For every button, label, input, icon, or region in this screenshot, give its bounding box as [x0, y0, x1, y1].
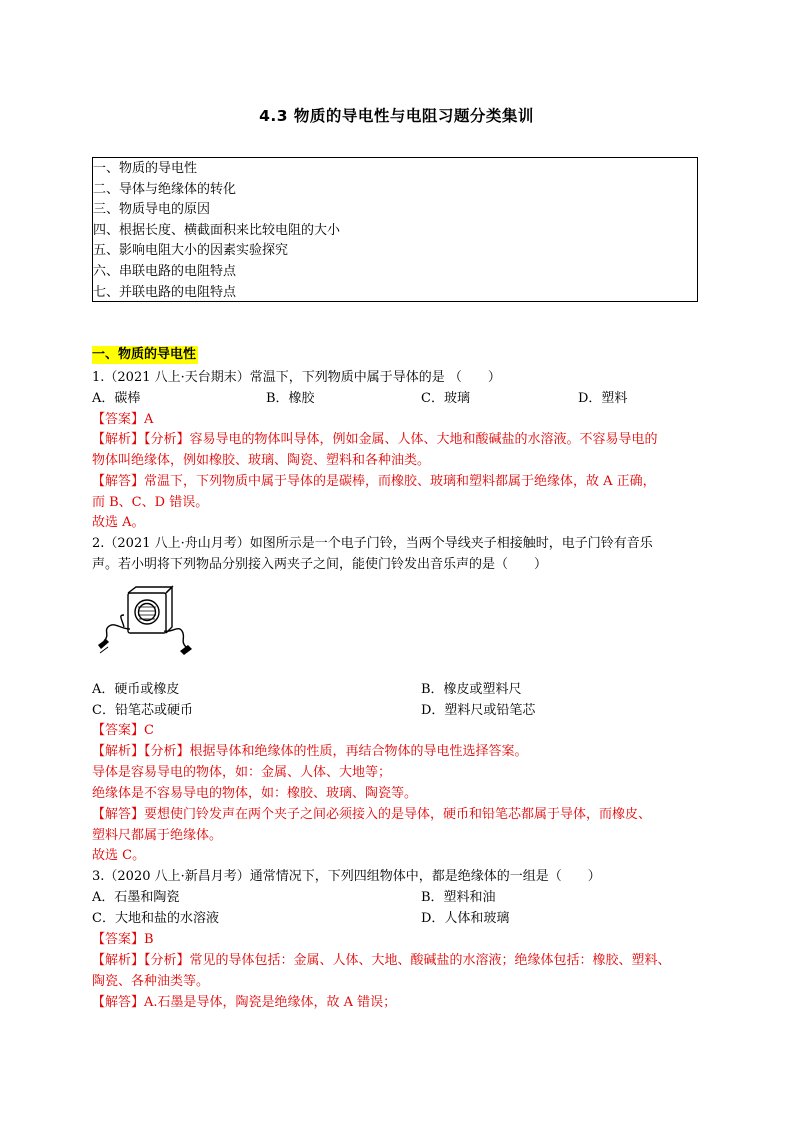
option-a: A．碳棒	[92, 391, 141, 406]
analysis: 【解析】【分析】常见的导体包括：金属、人体、大地、酸碱盐的水溶液；绝缘体包括：橡胶、塑料、	[92, 953, 671, 968]
analysis: 陶瓷、各种油类等。	[92, 974, 210, 989]
option-c: C．大地和盐的水溶液	[92, 911, 219, 926]
answer: 【答案】A	[92, 412, 154, 427]
question-1-options	[92, 388, 702, 409]
option-b: B．塑料和油	[421, 890, 496, 905]
question-2-stem: 声。若小明将下列物品分别接入两夹子之间，能使门铃发出音乐声的是（ ）	[92, 557, 548, 572]
section-heading: 一、物质的导电性	[92, 347, 197, 362]
option-c: C．铅笔芯或硬币	[92, 703, 193, 718]
choice: 故选 A。	[92, 515, 145, 530]
option-b: B．橡胶	[266, 391, 315, 406]
question-2-options-row-2	[92, 700, 702, 721]
solution: 【解答】常温下，下列物质中属于导体的是碳棒，而橡胶、玻璃和塑料都属于绝缘体，故 A 正确，	[92, 474, 656, 489]
option-d: D．塑料尺或铅笔芯	[421, 703, 536, 718]
analysis: 物体叫绝缘体，例如橡胶、玻璃、陶瓷、塑料和各种油类。	[92, 453, 431, 468]
question-2-stem: 2.（2021 八上·舟山月考）如图所示是一个电子门铃，当两个导线夹子相接触时，电子门铃有音乐	[92, 536, 653, 551]
choice: 故选 C。	[92, 848, 146, 863]
option-a: A．硬币或橡皮	[92, 682, 180, 697]
toc-item: 四、根据长度、横截面积来比较电阻的大小	[93, 222, 341, 238]
analysis: 【解析】【分析】根据导体和绝缘体的性质，再结合物体的导电性选择答案。	[92, 744, 528, 759]
question-3-options-row-2	[92, 908, 702, 929]
option-d: D．人体和玻璃	[421, 911, 510, 926]
option-d: D．塑料	[578, 391, 628, 406]
option-b: B．橡皮或塑料尺	[421, 682, 522, 697]
toc-item: 二、导体与绝缘体的转化	[93, 181, 237, 197]
analysis: 导体是容易导电的物体，如：金属、人体、大地等；	[92, 765, 392, 780]
table-of-contents	[92, 157, 698, 302]
answer: 【答案】C	[92, 723, 154, 738]
page-title: 4.3 物质的导电性与电阻习题分类集训	[259, 107, 534, 125]
toc-item: 五、影响电阻大小的因素实验探究	[93, 243, 289, 259]
answer: 【答案】B	[92, 932, 154, 947]
analysis: 绝缘体是不容易导电的物体，如：橡胶、玻璃、陶瓷等。	[92, 786, 418, 801]
option-a: A．石墨和陶瓷	[92, 890, 180, 905]
toc-item: 六、串联电路的电阻特点	[93, 263, 237, 279]
solution: 【解答】A.石墨是导体，陶瓷是绝缘体，故 A 错误；	[92, 995, 397, 1010]
question-3-stem: 3.（2020 八上·新昌月考）通常情况下，下列四组物体中，都是绝缘体的一组是（ ）	[92, 869, 601, 884]
doorbell-figure	[96, 585, 196, 661]
solution: 塑料尺都属于绝缘体。	[92, 828, 223, 843]
toc-item: 三、物质导电的原因	[93, 202, 211, 218]
option-c: C．玻璃	[421, 391, 470, 406]
question-2-options-row-1	[92, 679, 702, 700]
solution: 而 B、C、D 错误。	[92, 495, 209, 510]
question-1-stem: 1.（2021 八上·天台期末）常温下，下列物质中属于导体的是 （ ）	[92, 370, 501, 385]
analysis: 【解析】【分析】容易导电的物体叫导体，例如金属、人体、大地和酸碱盐的水溶液。不容易导电的	[92, 432, 658, 447]
solution: 【解答】要想使门铃发声在两个夹子之间必须接入的是导体，硬币和铅笔芯都属于导体，而橡皮、	[92, 807, 652, 822]
toc-item: 一、物质的导电性	[93, 161, 198, 176]
question-3-options-row-1	[92, 887, 702, 908]
toc-item: 七、并联电路的电阻特点	[93, 284, 237, 300]
